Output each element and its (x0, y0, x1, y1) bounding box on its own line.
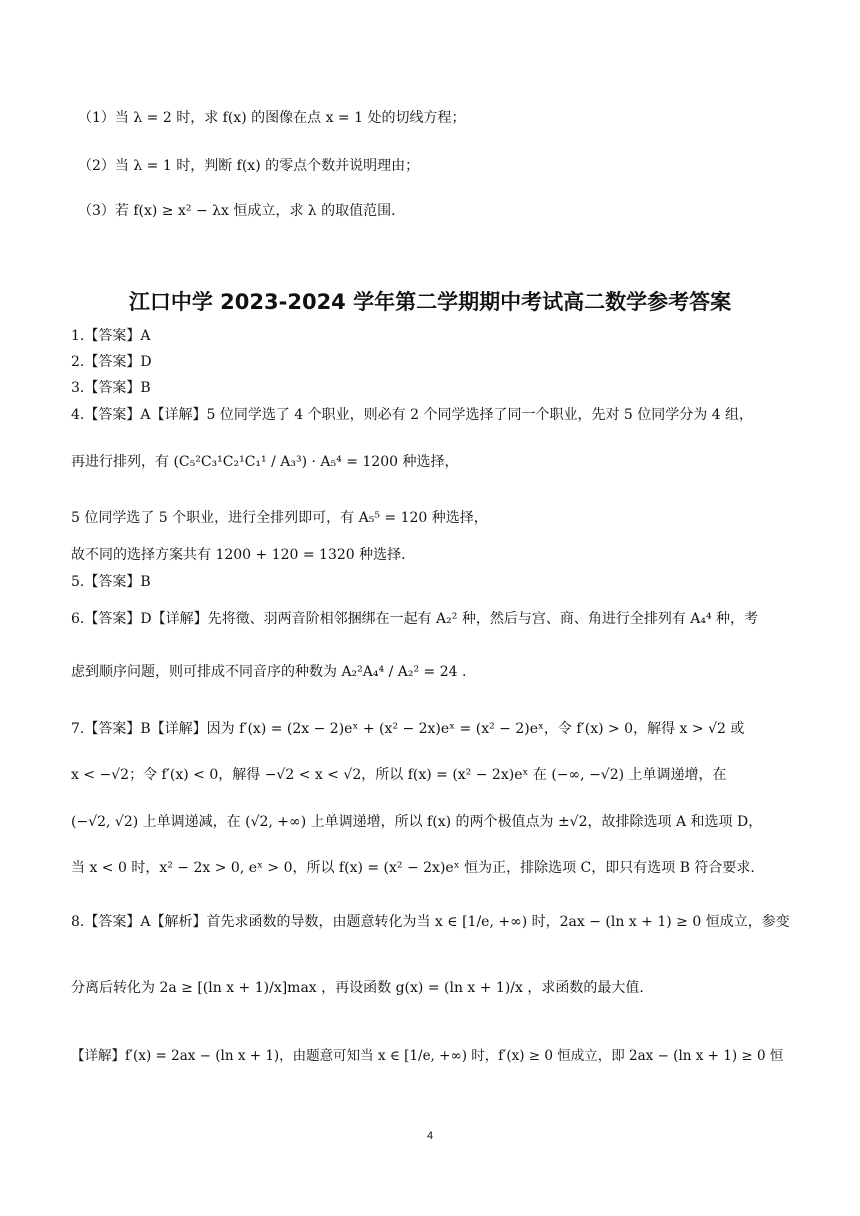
answer-6-line-2: 虑到顺序问题，则可排成不同音序的种数为 A₂²A₄⁴ / A₂² = 24 . (71, 664, 467, 680)
answer-7-line-2: x < −√2；令 f′(x) < 0，解得 −√2 < x < √2，所以 f(x) = (x² − 2x)eˣ 在 (−∞, −√2) 上单调递增，在 (71, 767, 727, 783)
answer-8-line-1: 8.【答案】A【解析】首先求函数的导数，由题意转化为当 x ∈ [1/e, +∞) 时，2ax − (ln x + 1) ≥ 0 恒成立，参变 (71, 914, 790, 930)
question-2: （2）当 λ = 1 时，判断 f(x) 的零点个数并说明理由； (78, 158, 420, 174)
answer-5: 5.【答案】B (71, 574, 151, 590)
answer-4-line-4: 故不同的选择方案共有 1200 + 120 = 1320 种选择. (71, 547, 406, 563)
question-1: （1）当 λ = 2 时，求 f(x) 的图像在点 x = 1 处的切线方程； (78, 110, 466, 126)
answer-8-line-2: 分离后转化为 2a ≥ [(ln x + 1)/x]max ，再设函数 g(x) = (ln x + 1)/x ，求函数的最大值. (71, 980, 644, 996)
answer-6-line-1: 6.【答案】D【详解】先将徵、羽两音阶相邻捆绑在一起有 A₂² 种，然后与宫、商、角进行全排列有 A₄⁴ 种，考 (71, 611, 759, 627)
answer-7-line-1: 7.【答案】B【详解】因为 f′(x) = (2x − 2)eˣ + (x² − 2x)eˣ = (x² − 2)eˣ，令 f′(x) > 0，解得 x > √2 或 (71, 721, 745, 737)
answer-8-line-3: 【详解】f′(x) = 2ax − (ln x + 1)，由题意可知当 x ∈ [1/e, +∞) 时，f′(x) ≥ 0 恒成立，即 2ax − (ln x + 1) ≥ 0 恒 (71, 1048, 784, 1064)
page-number: 4 (426, 1130, 434, 1142)
answer-4-line-3: 5 位同学选了 5 个职业，进行全排列即可，有 A₅⁵ = 120 种选择， (71, 510, 488, 526)
answer-key-title: 江口中学 2023-2024 学年第二学期期中考试高二数学参考答案 (128, 290, 732, 314)
answer-3: 3.【答案】B (71, 380, 151, 396)
answer-7-line-4: 当 x < 0 时，x² − 2x > 0, eˣ > 0，所以 f(x) = (x² − 2x)eˣ 恒为正，排除选项 C，即只有选项 B 符合要求. (71, 860, 755, 876)
answer-1: 1.【答案】A (71, 328, 151, 344)
question-3: （3）若 f(x) ≥ x² − λx 恒成立，求 λ 的取值范围. (78, 203, 396, 219)
answer-4-line-1: 4.【答案】A【详解】5 位同学选了 4 个职业，则必有 2 个同学选择了同一个职业，先对 5 位同学分为 4 组， (71, 407, 754, 423)
answer-2: 2.【答案】D (71, 354, 152, 370)
answer-7-line-3: (−√2, √2) 上单调递减，在 (√2, +∞) 上单调递增，所以 f(x) 的两个极值点为 ±√2，故排除选项 A 和选项 D， (71, 814, 763, 830)
answer-4-line-2: 再进行排列，有 (C₅²C₃¹C₂¹C₁¹ / A₃³) · A₅⁴ = 1200 种选择， (71, 454, 459, 470)
